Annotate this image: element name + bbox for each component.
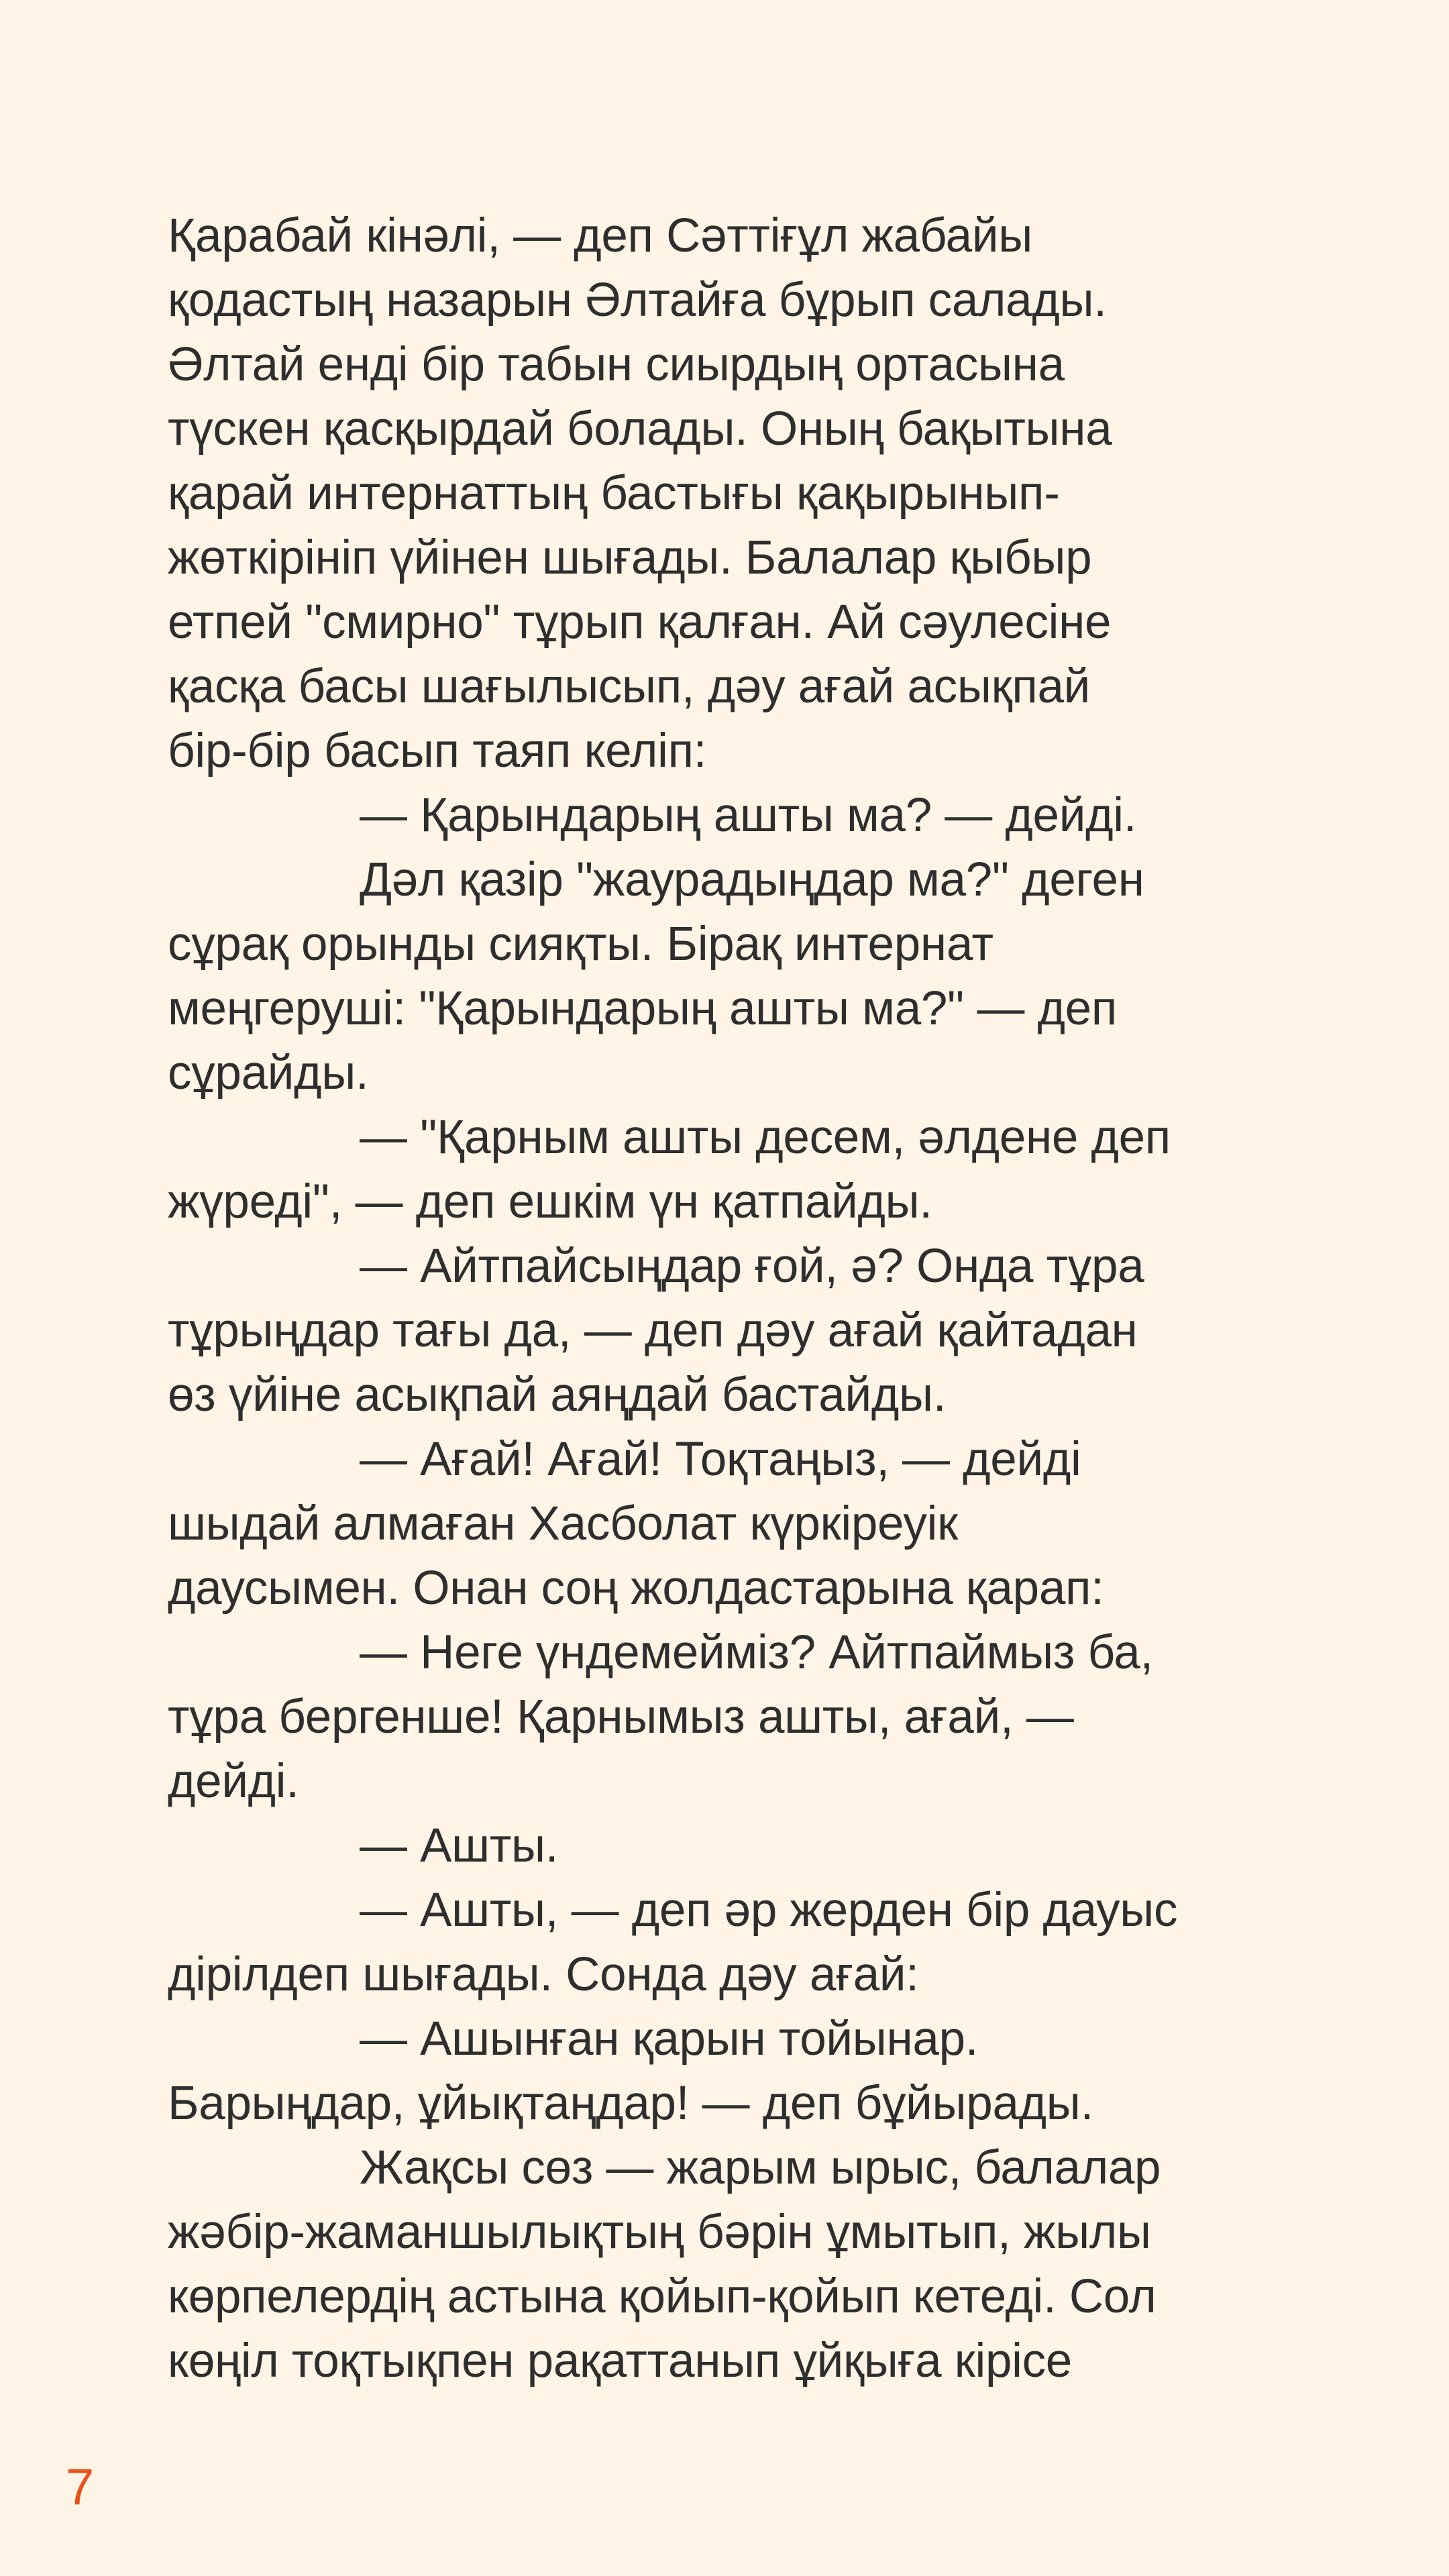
text-line: тұра бергенше! Қарнымыз ашты, ағай, — <box>168 1690 1074 1743</box>
text-line: қасқа басы шағылысып, дәу ағай асықпай <box>168 660 1091 713</box>
text-line: даусымен. Онан соң жолдастарына қарап: <box>168 1562 1104 1615</box>
text-line: бір-бір басып таяп келіп: <box>168 724 707 777</box>
text-line: — "Қарным ашты десем, әлдене деп <box>360 1111 1171 1164</box>
text-line: Әлтай енді бір табын сиырдың ортасына <box>168 338 1065 391</box>
text-line: — Айтпайсыңдар ғой, ә? Онда тұра <box>360 1240 1144 1293</box>
text-line: — Ашты, — деп әр жерден бір дауыс <box>360 1884 1178 1937</box>
text-line: дірілдеп шығады. Сонда дәу ағай: <box>168 1948 919 2001</box>
text-line: сұрақ орынды сияқты. Бірақ интернат <box>168 918 994 971</box>
text-line: — Қарындарың ашты ма? — дейді. <box>360 789 1137 842</box>
text-line: сұрайды. <box>168 1046 369 1099</box>
text-line: — Ашты. <box>360 1819 559 1872</box>
text-line: көрпелердің астына қойып-қойып кетеді. Сол <box>168 2270 1157 2323</box>
text-line: қарай интернаттың бастығы қақырынып- <box>168 467 1060 520</box>
text-line: етпей "смирно" тұрып қалған. Ай сәулесіне <box>168 596 1112 649</box>
text-line: Барыңдар, ұйықтаңдар! — деп бұйырады. <box>168 2077 1093 2130</box>
text-line: Қарабай кінәлі, — деп Сәттіғұл жабайы <box>168 209 1032 262</box>
text-line: қодастың назарын Әлтайға бұрып салады. <box>168 274 1107 327</box>
text-line: көңіл тоқтықпен рақаттанып ұйқыға кірісе <box>168 2334 1072 2387</box>
text-line: тұрыңдар тағы да, — деп дәу ағай қайтадан <box>168 1304 1138 1357</box>
text-line: дейді. <box>168 1755 299 1808</box>
body-text <box>168 204 1322 2394</box>
text-line: Дәл қазір "жаурадыңдар ма?" деген <box>360 853 1144 906</box>
text-line: Жақсы сөз — жарым ырыс, балалар <box>360 2141 1161 2194</box>
text-line: — Ағай! Ағай! Тоқтаңыз, — дейді <box>360 1433 1081 1486</box>
page-number: 7 <box>66 2459 95 2516</box>
text-line: — Неге үндемейміз? Айтпаймыз ба, <box>360 1626 1153 1679</box>
text-line: жәбір-жаманшылықтың бәрін ұмытып, жылы <box>168 2206 1151 2259</box>
text-line: шыдай алмаған Хасболат күркіреуік <box>168 1497 958 1550</box>
text-line: өз үйіне асықпай аяңдай бастайды. <box>168 1368 947 1421</box>
text-line: жөткірініп үйінен шығады. Балалар қыбыр <box>168 531 1092 584</box>
text-line: меңгеруші: "Қарындарың ашты ма?" — деп <box>168 982 1117 1035</box>
text-line: — Ашынған қарын тойынар. <box>360 2012 979 2065</box>
text-line: жүреді", — деп ешкім үн қатпайды. <box>168 1175 932 1228</box>
text-line: түскен қасқырдай болады. Оның бақытына <box>168 402 1112 455</box>
